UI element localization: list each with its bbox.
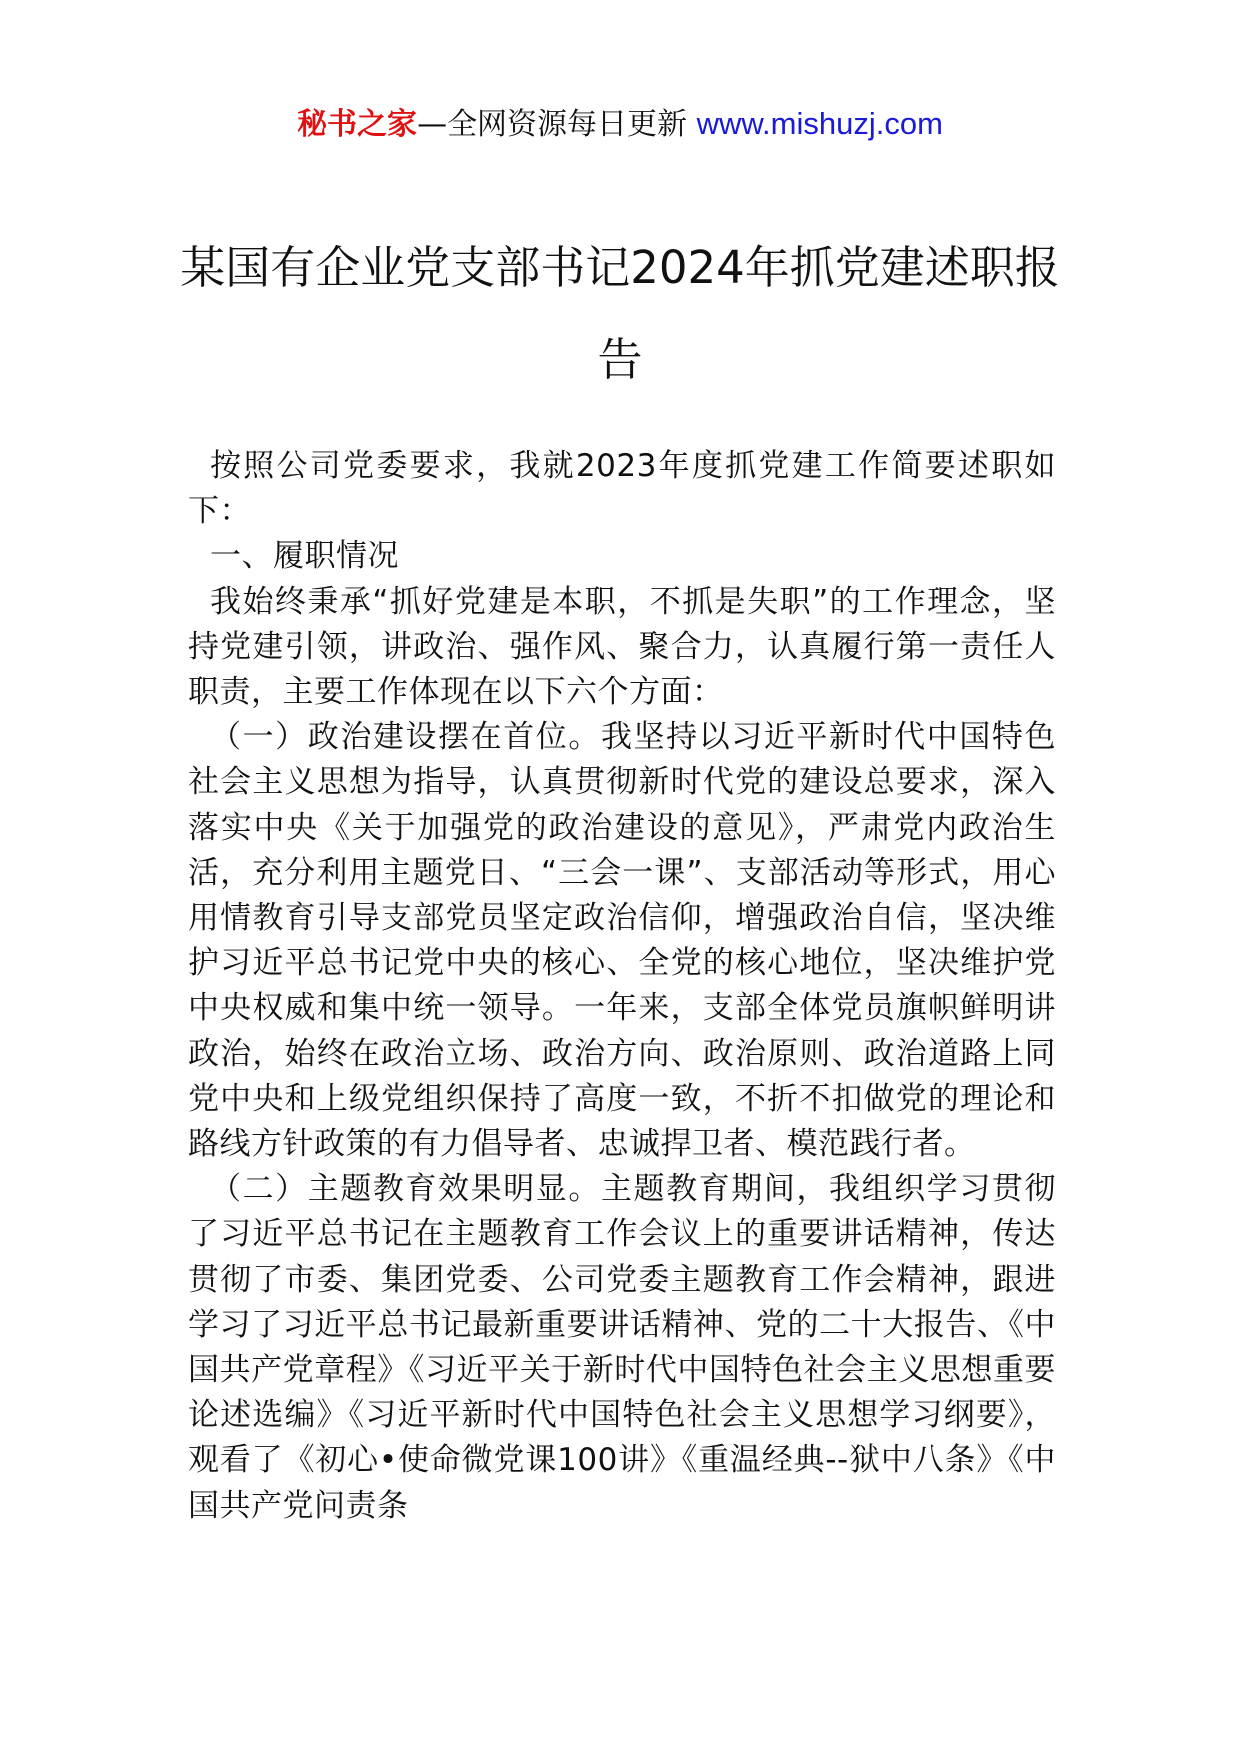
body-paragraph: 我始终秉承“抓好党建是本职，不抓是失职”的工作理念，坚持党建引领，讲政治、强作风、聚合力，认真履行第一责任人职责，主要工作体现在以下六个方面： [188, 583, 1056, 711]
body-paragraph: （一）政治建设摆在首位。我坚持以习近平新时代中国特色社会主义思想为指导，认真贯彻新时代党的建设总要求，深入落实中央《关于加强党的政治建设的意见》，严肃党内政治生活，充分利用主题党日、“三会一课”、支部活动等形式，用心用情教育引导支部党员坚定政治信仰，增强政治自信，坚决维护习近平总书记党中央的核心、全党的核心地位，坚决维护党中央权威和集中统一领导。一年来，支部全体党员旗帜鲜明讲政治，始终在政治立场、政治方向、政治原则、政治道路上同党中央和上级党组织保持了高度一致，不折不扣做党的理论和路线方针政策的有力倡导者、忠诚捍卫者、模范践行者。 [188, 719, 1056, 1163]
document-title: 某国有企业党支部书记2024年抓党建述职报告 [180, 241, 1060, 386]
site-header [0, 104, 1240, 145]
body-paragraph: （二）主题教育效果明显。主题教育期间，我组织学习贯彻了习近平总书记在主题教育工作会议上的重要讲话精神，传达贯彻了市委、集团党委、公司党委主题教育工作会精神，跟进学习了习近平总书记最新重要讲话精神、党的二十大报告、《中国共产党章程》《习近平关于新时代中国特色社会主义思想重要论述选编》《习近平新时代中国特色社会主义思想学习纲要》，观看了《初心•使命微党课100讲》《重温经典--狱中八条》《中国共产党问责条 [188, 1171, 1056, 1524]
site-url-link[interactable]: www.mishuzj.com [696, 106, 943, 141]
site-brand: 秘书之家 [297, 107, 418, 142]
intro-paragraph: 按照公司党委要求，我就2023年度抓党建工作简要述职如下： [188, 448, 1056, 530]
section-heading: 一、履职情况 [210, 538, 399, 575]
site-tagline: —全网资源每日更新 [417, 107, 688, 142]
document-body [188, 444, 1056, 1529]
